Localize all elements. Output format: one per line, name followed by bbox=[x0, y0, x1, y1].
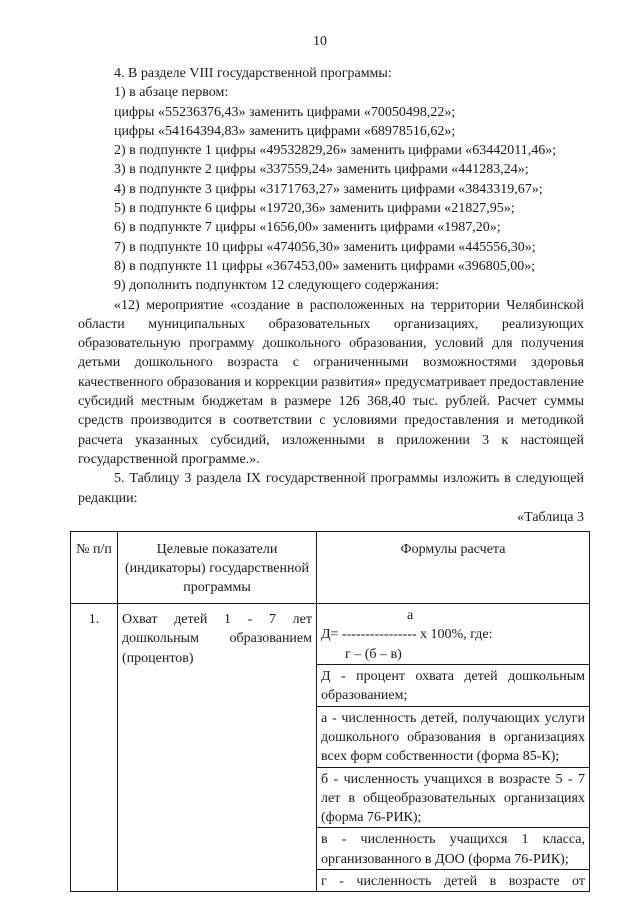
table-caption: «Таблица 3 bbox=[517, 509, 584, 525]
paragraph-subitem-5: 5) в подпункте 6 цифры «19720,36» заменить цифрами «21827,95»; bbox=[114, 201, 515, 217]
header-number: № п/п bbox=[71, 532, 118, 604]
document-body bbox=[78, 64, 584, 892]
formula-item-g: г - численность детей в возрасте от bbox=[317, 869, 589, 891]
paragraph-subitem-3: 3) в подпункте 2 цифры «337559,24» заменить цифрами «441283,24»; bbox=[114, 162, 529, 178]
row-indicator: Охват детей 1 - 7 лет дошкольным образованием (процентов) bbox=[118, 604, 317, 892]
formula-item-v: в - численность учащихся 1 класса, организованного в ДОО (форма 76-РИК); bbox=[317, 827, 589, 869]
paragraph-subitem-8: 8) в подпункте 11 цифры «367453,00» заменить цифрами «396805,00»; bbox=[114, 258, 536, 274]
paragraph-section-viii: 4. В разделе VIII государственной программы: bbox=[114, 66, 392, 81]
row-number: 1. bbox=[71, 604, 118, 892]
paragraph-new-item-12: «12) мероприятие «создание в расположенных на территории Челябинской области муниципальных образовательных организациях, реализующих образовательную программу дошкольного образования, условий для получения детьми дошкольного возраста с ограниченными возможностями здоровья качественного образования и коррекции развития» предусматривает предоставление субсидий местным бюджетам в размере 126 368,40 тыс. рублей. Расчет суммы средств производится в соответствии с условиями предоставления и методикой расчета указанных субсидий, изложенными в приложении 3 к настоящей государственной программе.». bbox=[78, 297, 584, 467]
paragraph-subitem-6: 6) в подпункте 7 цифры «1656,00» заменить цифрами «1987,20»; bbox=[114, 220, 501, 236]
row-formula-cell bbox=[317, 604, 590, 892]
paragraph-replace-1: цифры «55236376,43» заменить цифрами «70050498,22»; bbox=[114, 104, 456, 120]
formula-item-a: а - численность детей, получающих услуги дошкольного образования в организациях всех форм собственности (форма 85-К); bbox=[317, 706, 589, 767]
formula-item-d: Д - процент охвата детей дошкольным образованием; bbox=[317, 664, 589, 706]
table-row bbox=[71, 604, 590, 892]
formula-block bbox=[317, 604, 589, 664]
header-formulas: Формулы расчета bbox=[317, 532, 590, 604]
paragraph-subitem-1: 1) в абзаце первом: bbox=[114, 85, 229, 101]
paragraph-subitem-4: 4) в подпункте 3 цифры «3171763,27» заменить цифрами «3843319,67»; bbox=[114, 181, 543, 197]
table-header-row bbox=[71, 532, 590, 604]
paragraph-subitem-7: 7) в подпункте 10 цифры «474056,30» заменить цифрами «445556,30»; bbox=[114, 239, 536, 255]
page-number: 10 bbox=[313, 34, 327, 49]
formula-main: Д= ---------------- х 100%, где: bbox=[321, 627, 493, 643]
paragraph-subitem-9: 9) дополнить подпунктом 12 следующего содержания: bbox=[114, 278, 439, 294]
indicators-table bbox=[70, 531, 590, 892]
paragraph-subitem-2: 2) в подпункте 1 цифры «49532829,26» заменить цифрами «63442011,46»; bbox=[114, 143, 557, 159]
formula-item-b: б - численность учащихся в возрасте 5 - 7 лет в общеобразовательных организациях (форма 76-РИК); bbox=[317, 767, 589, 828]
paragraph-replace-2: цифры «54164394,83» заменить цифрами «68978516,62»; bbox=[114, 123, 456, 139]
formula-denominator: г – (б – в) bbox=[345, 646, 402, 662]
paragraph-table-3: 5. Таблицу 3 раздела IX государственной программы изложить в следующей редакции: bbox=[78, 471, 584, 506]
header-indicators: Целевые показатели (индикаторы) государственной программы bbox=[118, 532, 317, 604]
formula-numerator: а bbox=[407, 608, 414, 624]
